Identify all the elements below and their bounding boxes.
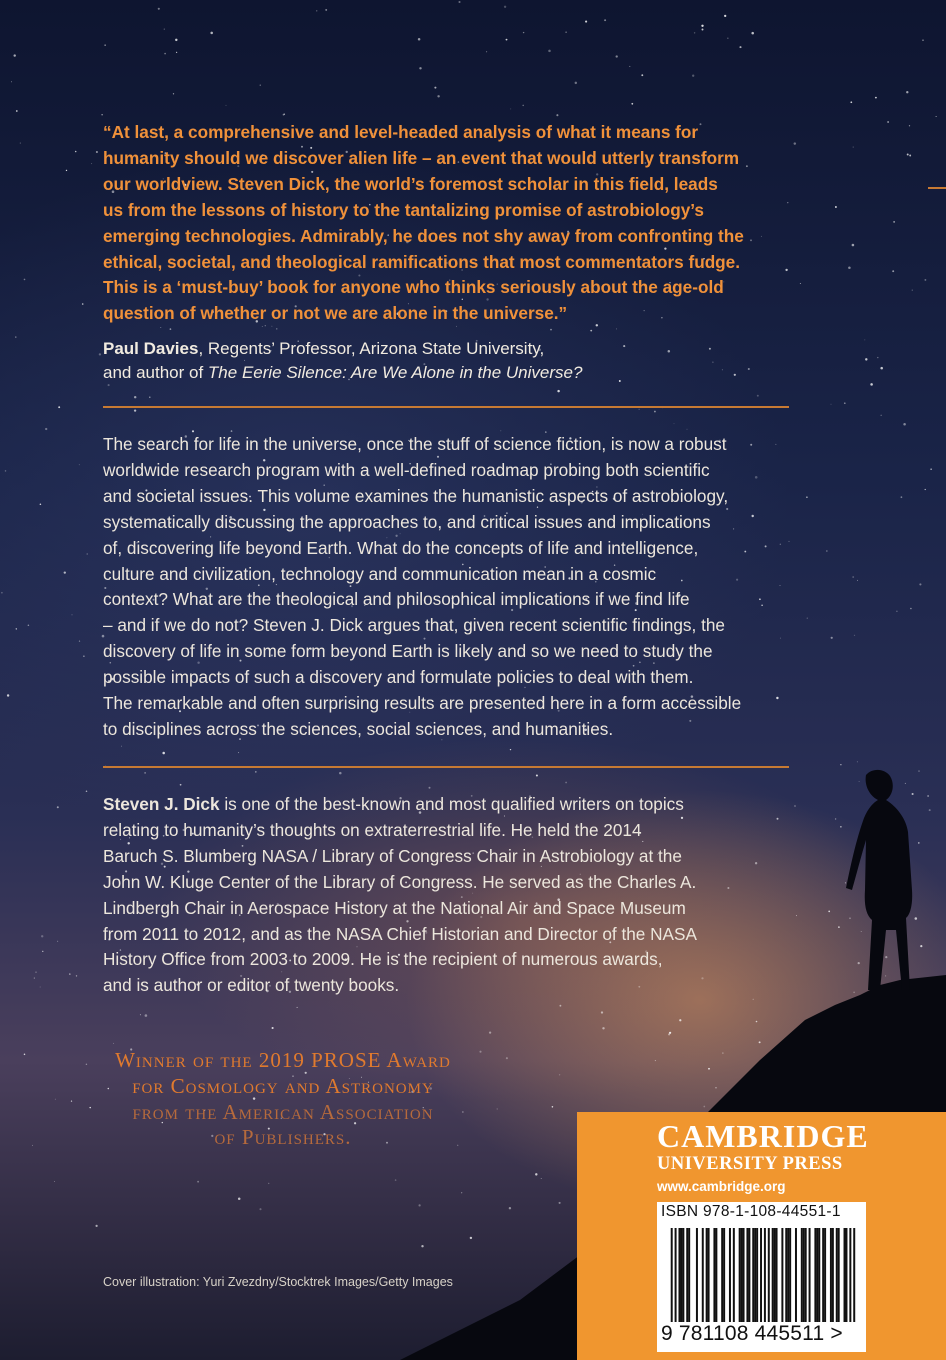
barcode-bar <box>768 1228 770 1322</box>
barcode-bar <box>748 1228 750 1322</box>
barcode-bar <box>675 1228 677 1322</box>
publisher-logo-name: CAMBRIDGE <box>657 1118 869 1154</box>
cover-credit: Cover illustration: Yuri Zvezdny/Stocktrek Images/Getty Images <box>103 1275 453 1289</box>
award-line: for Cosmology and Astronomy <box>132 1073 434 1098</box>
bio-line: Lindbergh Chair in Aerospace History at the National Air and Space Museum <box>103 897 686 918</box>
barcode-bar <box>706 1228 708 1322</box>
description-line: – and if we do not? Steven J. Dick argues that, given recent scientific findings, the <box>103 615 725 636</box>
barcode-bar <box>723 1228 725 1322</box>
author-bio <box>103 792 793 999</box>
barcode-bar <box>686 1228 688 1322</box>
bio-line: and is author or editor of twenty books. <box>103 975 400 996</box>
description-line: systematically discussing the approaches to, and critical issues and implications <box>103 511 711 532</box>
barcode-bar <box>849 1228 851 1322</box>
barcode-bar <box>715 1228 717 1322</box>
barcode-bar <box>809 1228 811 1322</box>
barcode-image <box>661 1228 861 1322</box>
barcode-bar <box>760 1228 762 1322</box>
barcode-bar <box>733 1228 735 1322</box>
barcode-bar <box>822 1228 824 1322</box>
barcode-bar <box>754 1228 756 1322</box>
quote-line: us from the lessons of history to the tantalizing promise of astrobiology’s <box>103 199 704 220</box>
description-line: The search for life in the universe, once the stuff of science fiction, is now a robust <box>103 434 727 454</box>
barcode-bar <box>789 1228 791 1322</box>
barcode-bar <box>739 1228 741 1322</box>
barcode-bar <box>853 1228 855 1322</box>
endorsement-attribution <box>103 337 803 385</box>
barcode-bar <box>805 1228 807 1322</box>
barcode-bar <box>680 1228 682 1322</box>
bio-line: is one of the best-known and most qualified writers on topics <box>219 794 684 814</box>
isbn-label: ISBN 978-1-108-44551-1 <box>661 1203 841 1220</box>
award-line: of Publishers. <box>214 1125 352 1150</box>
description-line: culture and civilization, technology and communication mean in a cosmic <box>103 563 657 584</box>
barcode-bar <box>845 1228 847 1322</box>
quote-line: “At last, a comprehensive and level-headed analysis of what it means for <box>103 122 699 142</box>
publisher-logo-sub: UNIVERSITY PRESS <box>657 1154 843 1174</box>
quote-line: This is a ‘must-buy’ book for anyone who thinks seriously about the age-old <box>103 277 724 298</box>
barcode-bar <box>729 1228 731 1322</box>
barcode-bar <box>824 1228 826 1322</box>
award-line: from the American Association <box>132 1099 434 1124</box>
barcode-bar <box>682 1228 684 1322</box>
barcode-bar <box>818 1228 820 1322</box>
quote-line: our worldview. Steven Dick, the world’s foremost scholar in this field, leads <box>103 173 718 194</box>
barcode-bar <box>781 1228 783 1322</box>
endorser-name: Paul Davies <box>103 339 199 358</box>
barcode-bar <box>702 1228 704 1322</box>
bio-line: John W. Kluge Center of the Library of Congress. He served as the Charles A. <box>103 871 697 892</box>
publisher-url: www.cambridge.org <box>657 1179 786 1194</box>
barcode-bar <box>787 1228 789 1322</box>
description-line: of, discovering life beyond Earth. What do the concepts of life and intelligence, <box>103 537 699 558</box>
barcode-bar <box>746 1228 748 1322</box>
barcode-bar <box>713 1228 715 1322</box>
barcode-bar <box>816 1228 818 1322</box>
barcode-bar <box>774 1228 776 1322</box>
barcode-bar <box>772 1228 774 1322</box>
barcode-bar <box>776 1228 778 1322</box>
endorser-role: , Regents’ Professor, Arizona State University, <box>198 339 545 358</box>
barcode-bar <box>795 1228 797 1322</box>
barcode-bar <box>830 1228 832 1322</box>
barcode-bar <box>696 1228 698 1322</box>
description-line: The remarkable and often surprising results are presented here in a form accessible <box>103 693 742 714</box>
barcode-bar <box>801 1228 803 1322</box>
barcode-bar <box>785 1228 787 1322</box>
divider-top <box>103 406 789 408</box>
award-line: Winner of the 2019 PROSE Award <box>115 1048 451 1072</box>
barcode-bar <box>688 1228 690 1322</box>
endorser-book-title: The Eerie Silence: Are We Alone in the Universe? <box>207 363 583 382</box>
description-line: to disciplines across the sciences, social sciences, and humanities. <box>103 718 614 739</box>
barcode-bar <box>836 1228 838 1322</box>
endorser-author-prefix: and author of <box>103 363 208 382</box>
bio-line: from 2011 to 2012, and as the NASA Chief Historian and Director of the NASA <box>103 923 697 944</box>
bio-line: Baruch S. Blumberg NASA / Library of Congress Chair in Astrobiology at the <box>103 845 682 866</box>
quote-line: ethical, societal, and theological ramifications that most commentators fudge. <box>103 251 741 272</box>
publisher-block <box>577 1112 946 1360</box>
barcode-bar <box>678 1228 680 1322</box>
description-line: discovery of life in some form beyond Earth is likely and so we need to study the <box>103 641 713 662</box>
barcode-bar <box>708 1228 710 1322</box>
quote-line: question of whether or not we are alone in the universe.” <box>103 303 568 324</box>
barcode-digits: 9 781108 445511 > <box>661 1322 843 1345</box>
barcode-bar <box>764 1228 766 1322</box>
barcode-bar <box>756 1228 758 1322</box>
bio-line: History Office from 2003 to 2009. He is the recipient of numerous awards, <box>103 949 663 970</box>
barcode-bar <box>832 1228 834 1322</box>
quote-line: emerging technologies. Admirably, he does not shy away from confronting the <box>103 225 744 246</box>
description-line: worldwide research program with a well-defined roadmap probing both scientific <box>103 459 710 480</box>
description-line: possible impacts of such a discovery and formulate policies to deal with them. <box>103 667 694 688</box>
barcode-bar <box>743 1228 745 1322</box>
author-name: Steven J. Dick <box>103 794 220 814</box>
barcode-bar <box>844 1228 846 1322</box>
barcode-bar <box>838 1228 840 1322</box>
isbn-barcode-box <box>657 1202 866 1352</box>
barcode-bar <box>814 1228 816 1322</box>
award-notice <box>103 1048 463 1151</box>
barcode-bar <box>671 1228 673 1322</box>
barcode-bar <box>803 1228 805 1322</box>
barcode-bar <box>721 1228 723 1322</box>
barcode-bar <box>752 1228 754 1322</box>
quote-line: humanity should we discover alien life – an event that would utterly transform <box>103 147 740 168</box>
bio-line: relating to humanity’s thoughts on extraterrestrial life. He held the 2014 <box>103 819 642 840</box>
endorsement-quote <box>103 120 803 327</box>
description-line: context? What are the theological and philosophical implications if we find life <box>103 589 690 610</box>
divider-bottom <box>103 766 789 768</box>
edge-mark <box>928 187 946 189</box>
barcode-bar <box>741 1228 743 1322</box>
description-line: and societal issues. This volume examines the humanistic aspects of astrobiology, <box>103 485 729 506</box>
book-description <box>103 432 803 743</box>
